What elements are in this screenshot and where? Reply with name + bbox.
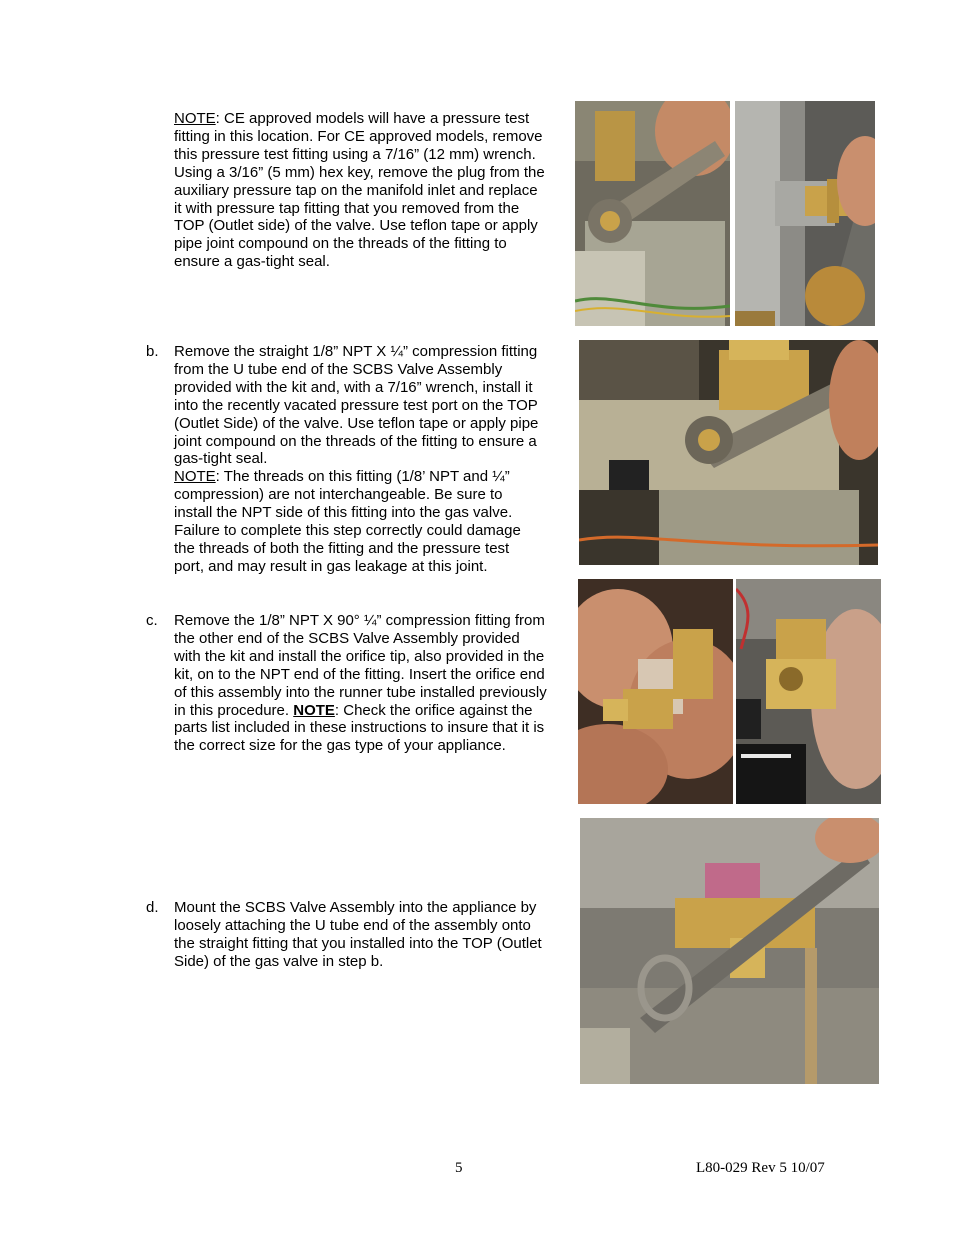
page-number: 5 (455, 1160, 463, 1176)
step-c-text: Remove the 1/8” NPT X 90° ¼” compression fitting from the other end of the SCBS Valve Assembly provided with the kit and install the orifice tip, also provided in the kit, on to the NPT end of the fitting. Insert the orifice end of this assembly into the runner tube installed previously in this procedure. (174, 612, 547, 719)
step-a-note-paragraph (174, 110, 566, 271)
step-c-paragraph (174, 612, 566, 755)
photo-install-straight-fitting (579, 340, 878, 565)
photo-orifice-fitting-closeup (736, 579, 881, 804)
photo-elbow-fitting-in-hand (578, 579, 733, 804)
step-d-paragraph: Mount the SCBS Valve Assembly into the appliance by loosely attaching the U tube end of the assembly onto the straight fitting that you installed into the TOP (Outlet Side) of the gas valve in step b. (174, 899, 542, 970)
step-c-note-text: : Check the orifice against the parts list included in these instructions to insure that it is the correct size for the gas type of your appliance. (174, 701, 545, 755)
document-id: L80-029 Rev 5 10/07 (696, 1160, 825, 1176)
step-d-marker: d. (146, 899, 159, 916)
photo-mount-valve-assembly (580, 818, 879, 1084)
step-b-note-text: : The threads on this fitting (1/8’ NPT and ¼” compression) are not interchangeable. Be sure to install the NPT side of this fitting into the gas valve. Failure to complete this step correctly could damage the threads of both the fitting and the pressure test port, and may result in gas leakage at this joint. (174, 468, 521, 575)
step-b-text: Remove the straight 1/8” NPT X ¼” compression fitting from the U tube end of the SCBS Valve Assembly provided with the kit and, with a 7/16” wrench, install it into the recently vacated pressure test port on the TOP (Outlet Side) of the valve. Use teflon tape or apply pipe joint compound on the threads of the fitting to ensure a gas-tight seal. (174, 343, 539, 468)
note-text: : CE approved models will have a pressure test fitting in this location. For CE approved models, remove this pressure test fitting using a 7/16” (12 mm) wrench. Using a 3/16” (5 mm) hex key, remove the plug from the auxiliary pressure tap on the manifold inlet and replace it with pressure tap fitting that you removed from the TOP (Outlet side) of the valve. Use teflon tape or apply pipe joint compound on the threads of the fitting to ensure a gas-tight seal. (174, 110, 545, 271)
step-b-marker: b. (146, 343, 159, 360)
note-label: NOTE (174, 110, 216, 127)
step-c-note-label: NOTE (293, 701, 335, 719)
photo-pressure-tap-fitting (735, 101, 875, 326)
photo-wrench-on-valve (575, 101, 730, 326)
step-b-note-label: NOTE (174, 468, 216, 486)
step-c-marker: c. (146, 612, 158, 629)
step-b-paragraph (174, 343, 566, 576)
